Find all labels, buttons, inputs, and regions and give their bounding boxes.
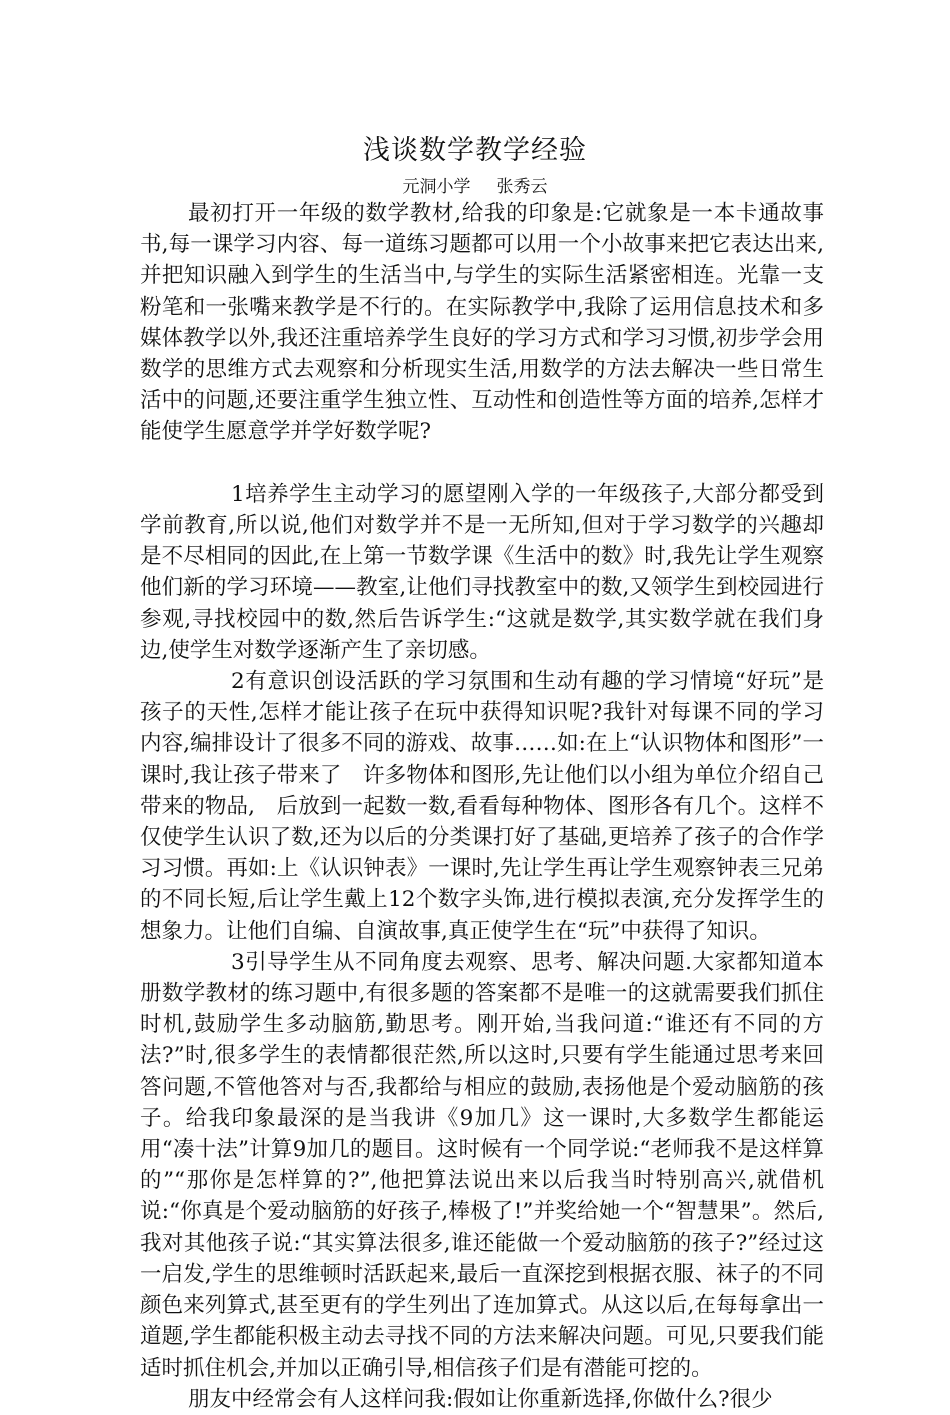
author-name: 张秀云 — [496, 177, 548, 197]
paragraph-spacer — [140, 448, 824, 479]
document-title: 浅谈数学教学经验 — [363, 135, 587, 166]
document-body — [140, 198, 824, 1415]
author-line — [0, 176, 950, 198]
paragraph-intro: 最初打开一年级的数学教材,给我的印象是:它就象是一本卡通故事书,每一课学习内容、每一道练习题都可以用一个小故事来把它表达出来,并把知识融入到学生的生活当中,与学生的实际生活紧密相连。光靠一支粉笔和一张嘴来教学是不行的。在实际教学中,我除了运用信息技术和多媒体教学以外,我还注重培养学生良好的学习方式和学习习惯,初步学会用数学的思维方式去观察和分析现实生活,用数学的方法去解决一些日常生活中的问题,还要注重学生独立性、互动性和创造性等方面的培养,怎样才能使学生愿意学并学好数学呢? — [140, 201, 824, 445]
school-name: 元洞小学 — [402, 177, 471, 197]
paragraph-1: 1培养学生主动学习的愿望刚入学的一年级孩子,大部分都受到学前教育,所以说,他们对数学并不是一无所知,但对于学习数学的兴趣却是不尽相同的因此,在上第一节数学课《生活中的数》时,我先让学生观察他们新的学习环境——教室,让他们寻找教室中的数,又领学生到校园进行参观,寻找校园中的数,然后告诉学生:“这就是数学,其实数学就在我们身边,使学生对数学逐渐产生了亲切感。 — [140, 481, 824, 663]
paragraph-2: 2有意识创设活跃的学习氛围和生动有趣的学习情境“好玩”是孩子的天性,怎样才能让孩子在玩中获得知识呢?我针对每课不同的学习内容,编排设计了很多不同的游戏、故事……如:在上“认识物体和图形”一课时,我让孩子带来了 许多物体和图形,先让他们以小组为单位介绍自己带来的物品, 后放到一起数一数,看看每种物体、图形各有几个。这样不仅使学生认识了数,还为以后的分类课打好了基础,更培养了孩子的合作学习习惯。再如:上《认识钟表》一课时,先让学生再让学生观察钟表三兄弟的不同长短,后让学生戴上12个数字头饰,进行模拟表演,充分发挥学生的想象力。让他们自编、自演故事,真正使学生在“玩”中获得了知识。 — [140, 669, 824, 944]
paragraph-3: 3引导学生从不同角度去观察、思考、解决问题.大家都知道本册数学教材的练习题中,有很多题的答案都不是唯一的这就需要我们抓住时机,鼓励学生多动脑筋,勤思考。刚开始,当我问道:“谁还有不同的方法?”时,很多学生的表情都很茫然,所以这时,只要有学生能通过思考来回答问题,不管他答对与否,我都给与相应的鼓励,表扬他是个爱动脑筋的孩子。给我印象最深的是当我讲《9加几》这一课时,大多数学生都能运用“凑十法”计算9加几的题目。这时候有一个同学说:“老师我不是这样算的”“那你是怎样算的?”,他把算法说出来以后我当时特别高兴,就借机说:“你真是个爱动脑筋的好孩子,棒极了!”并奖给她一个“智慧果”。然后,我对其他孩子说:“其实算法很多,谁还能做一个爱动脑筋的孩子?”经过这一启发,学生的思维顿时活跃起来,最后一直深挖到根据衣服、袜子的不同颜色来列算式,甚至更有的学生列出了连加算式。从这以后,在每每拿出一道题,学生都能积极主动去寻找不同的方法来解决问题。可见,只要我们能适时抓住机会,并加以正确引导,相信孩子们是有潜能可挖的。 — [140, 949, 824, 1381]
paragraph-closing: 朋友中经常会有人这样问我:假如让你重新选择,你做什么?很少 — [188, 1386, 773, 1412]
